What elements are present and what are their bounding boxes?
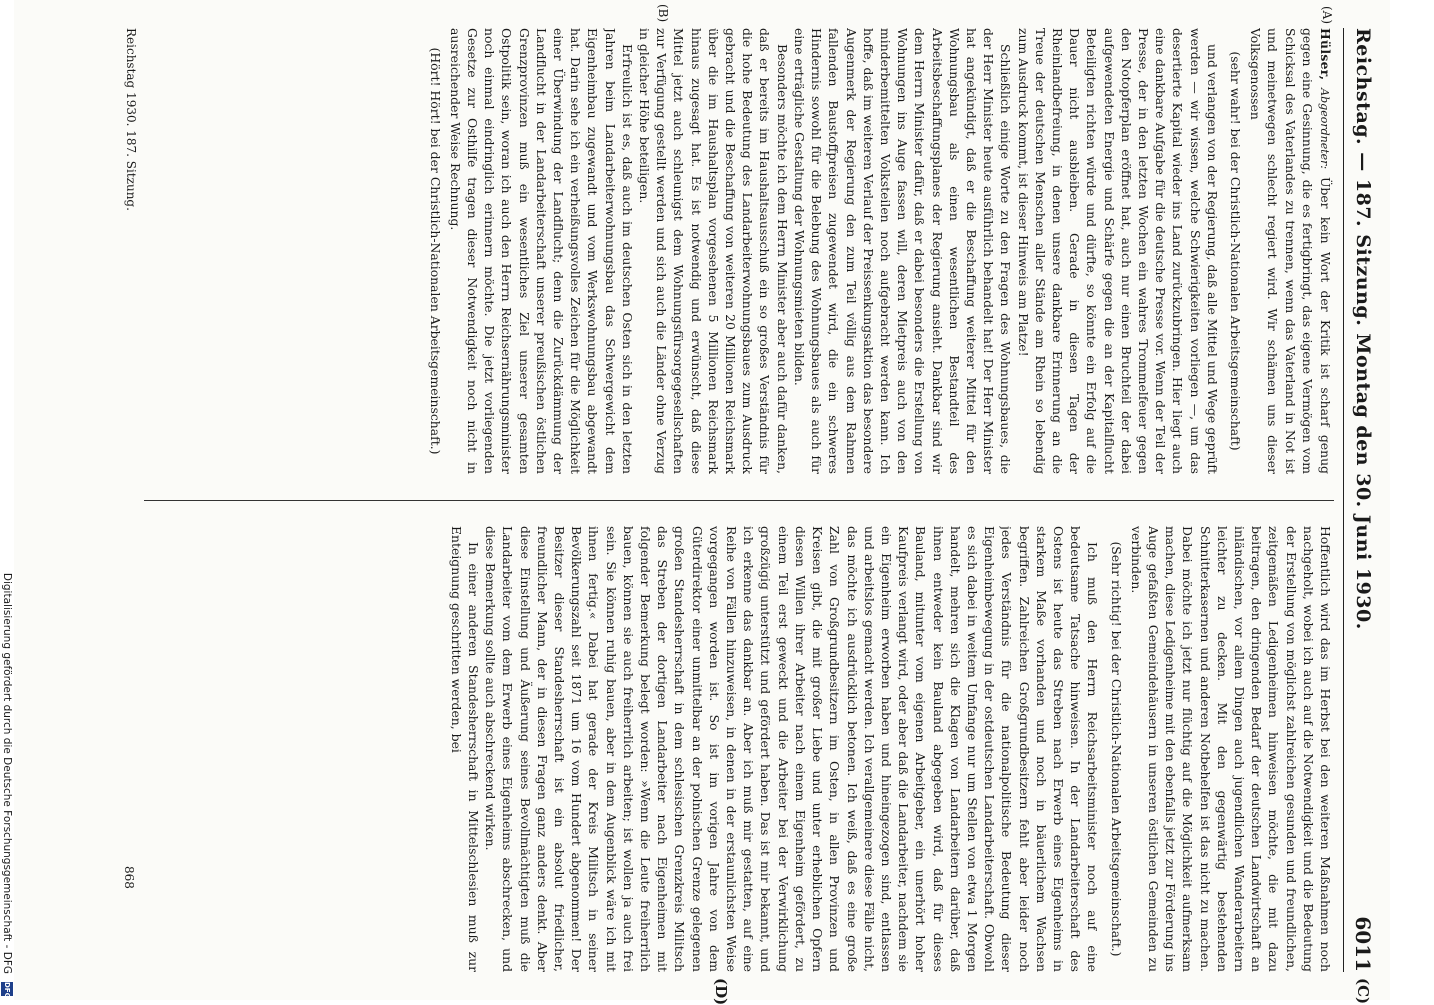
digitization-note [0,0,14,1000]
speech-paragraph [1247,28,1334,474]
right-text-column [144,526,1334,972]
speaker-name: Hülser, [1318,28,1333,81]
interjection-remark: (sehr wahr! bei der Christlich-Nationalen Arbeitsgemeinschaft) [1227,51,1243,451]
left-text-column [144,28,1334,474]
speech-paragraph: Schließlich einige Worte zu den Fragen des Wohnungsbaues, die der Herr Minister heute ausführlich behandelt hat! Der Herr Minister hat angekündigt, daß er die Beschaffung weiterer Mittel für den Wohnungsbau als einen wesentlichen Bestandteil des Arbeitsbeschaffungsplanes der Regierung ansieht. Dankbar sind wir dem Herrn Minister dafür, daß er dabei besonders die Erstellung von Wohnungen ins Auge fassen will, deren Mietpreis auch von den minderbemittelten Volksteilen noch aufgebracht werden kann. Ich hoffe, daß im weiteren Verlauf der Preissenkungsaktion das besondere Augenmerk der Regierung den zum Teil völlig aus dem Rahmen fallenden Baustoffpreisen zugewendet wird, die ein schweres Hindernis sowohl für die Belebung des Wohnungsbaues als auch für eine erträgliche Gestaltung der Wohnungsmieten bilden. [791,28,1014,474]
header-rule [1343,28,1344,972]
footer-session: Reichstag 1930. 187. Sitzung. [124,28,138,211]
digitization-text: Digitalisierung gefördert durch die Deutsche Forschungsgemeinschaft - DFG [1,572,13,974]
speech-paragraph: und verlangen von der Regierung, daß alle Mittel und Wege geprüft werden — wir wissen, welche Schwierigkeiten vorliegen —, um das desertierte Kapital wieder ins Land zurückzubringen. Hier liegt auch eine dankbare Aufgabe für die deutsche Presse vor. Wenn der Teil der Presse, der in den letzten Wochen ein wahres Trommelfeuer gegen den Notopferplan eröffnet hat, auch nur einen Bruchteil der dabei aufgewendeten Energie und Schärfe gegen die an der Kapitalflucht Beteiligten richten würde und dürfte, so könnte ein Erfolg auf die Dauer nicht ausbleiben. Gerade in diesen Tagen der Rheinlandbefreiung, in denen unsere dankbare Erinnerung an die Treue der deutschen Menschen aller Stände am Rhein so lebendig zum Ausdruck kommt, ist dieser Hinweis am Platze! [1015,28,1220,474]
speech-paragraph: Ich muß den Herrn Reichsarbeitsminister noch auf eine bedeutsame Tatsache hinweisen. In der Landarbeiterschaft des Ostens ist heute das Streben nach Erwerb eines Eigenheims in starkem Maße vorhanden und noch in bäuerlichem Wachsen begriffen. Zahlreichen Großgrundbesitzern fehlt aber leider noch jedes Verständnis für die nationalpolitische Bedeutung dieser Eigenheimbewegung in der ostdeutschen Landarbeiterschaft. Obwohl es sich dabei in weitem Umfange nur um Stellen von etwa 1 Morgen handelt, mehren sich die Klagen von Landarbeitern darüber, daß ihnen entweder kein Bauland abgegeben wird, daß für dieses Bauland, mitunter vom eigenen Arbeitgeber, ein unerhört hoher Kaufpreis verlangt wird, oder aber daß die Landarbeiter, nachdem sie ein Eigenheim erworben haben und hineingezogen sind, entlassen und arbeitslos gemacht werden. Ich verallgemeinere diese Fälle nicht, das möchte ich ausdrücklich betonen. Ich weiß, daß es eine große Zahl von Großgrundbesitzern im Osten, in allen Provinzen und Kreisen gibt, die mit großer Liebe und unter erheblichen Opfern diesen Willen ihrer Arbeiter nach einem Eigenheim gefördert, zu einem Teil erst geweckt und die Arbeiter bei der Verwirklichung großzügig unterstützt und gefördert haben. Das ist mir bekannt, und ich erkenne das dankbar an. Aber ich muß mir gestatten, auf eine Reihe von Fällen hinzuweisen, in denen in der erstaunlichsten Weise vorgegangen worden ist. So ist im vorigen Jahre von dem Güterdirektor einer unmittelbar an der polnischen Grenze gelegenen großen Standesherrschaft in dem schlesischen Grenzkreis Militsch das Streben der dortigen Landarbeiter nach Eigenheimen mit folgender Bemerkung belegt worden: »Wenn die Leute freiherrlich bauen, können sie auch freiherrlich arbeiten; ist wollen ja auch frei sein. Sie können ruhig bauen, aber in dem Augenblick wäre ich mit ihnen fertig.« Dabei hat gerade der Kreis Militsch in seiner Bevölkerungszahl seit 1871 um 16 vom Hundert abgenommen! Der Besitzer dieser Standesherrschaft ist ein absolut friedlicher, freundlicher Mann, der in diesen Fragen ganz anders denkt. Aber diese Einstellung und Äußerung seines Bevollmächtigten muß die Landarbeiter vom dem Erwerb eines Eigenheims abschrecken, und diese Bemerkung sollte auch abschreckend wirken. [483,526,1101,972]
margin-marker-d: (D) [712,978,730,1005]
margin-marker-b: (B) [656,4,670,23]
speech-text: Über kein Wort der Kritik ist scharf genug gegen eine Gesinnung, die es fertigbringt, das eigene Vermögen vom Schicksal des Vaterlandes zu trennen, wenn das Vaterland in Not ist und meinetwegen schlecht regiert wird. Wir schämen uns dieser Volksgenossen [1248,28,1333,474]
dfg-logo-icon: DFG [3,982,11,999]
page-number: 6011 [1351,916,1375,972]
interjection-remark: (Sehr richtig! bei der Christlich-Nationalen Arbeitsgemeinschaft.) [1108,541,1124,957]
margin-marker-c: (C) [1354,978,1372,1005]
speech-paragraph: Erfreulich ist es, daß auch im deutschen Osten sich in den letzten Jahren beim Landarbeiterwohnungsbau das Schwergewicht dem Eigenheimbau zugewandt und vom Werkswohnungsbau abgewandt hat. Darin sehe ich ein verheißungsvolles Zeichen für die Möglichkeit einer Überwindung der Landflucht; denn die Zurückdämmung der Landflucht in der Landarbeiterschaft unserer preußischen östlichen Grenzprovinzen muß ein wesentliches Ziel unserer gesamten Ostpolitik sein, woran ich auch den Herrn Reichsernährungsminister noch einmal eindringlich erinnern möchte. Die jetzt vorliegenden Gesetze zur Osthilfe tragen dieser Notwendigkeit noch nicht in ausreichender Weise Rechnung. [447,28,635,474]
footer-page-number: 868 [122,866,136,889]
page-title: Reichstag. — 187. Sitzung. Montag den 30. Juni 1930. [1352,28,1374,630]
speech-paragraph: In einer anderen Standesherrschaft in Mittelschlesien muß zur Enteignung geschritten werden, bei [448,526,482,972]
speech-paragraph: Besonders möchte ich dem Herrn Minister aber auch dafür danken, daß er bereits im Haushaltsausschuß ein so großes Verständnis für die hohe Bedeutung des Landarbeiterwohnungsbaues zum Ausdruck gebracht und die Beschaffung von weiteren 20 Millionen Reichsmark über die im Haushaltsplan vorgesehenen 5 Millionen Reichsmark hinaus zugesagt hat. Es ist notwendig und erwünscht, daß diese Mittel jetzt auch schleunigst dem Wohnungsfürsorgegesellschaften zur Verfügung gestellt werden und sich auch die Länder ohne Verzug in gleicher Höhe beteiligen. [637,28,790,474]
speaker-role: Abgeordneter: [1318,80,1331,177]
margin-marker-a: (A) [1320,6,1334,25]
page-header [1346,28,1380,972]
interjection-remark: (Hört! Hört! bei der Christlich-Nationalen Arbeitsgemeinschaft.) [427,47,443,455]
column-divider [144,500,1334,501]
speech-paragraph: Hoffentlich wird das im Herbst bei den weiteren Maßnahmen noch nachgeholt, wobei ich auch auf die Notwendigkeit und die Bedeutung der Erstellung von möglichst zahlreichen gesunden und freundlichen, zeitgemäßen Ledigenheimen hinweisen möchte, die mit dazu beitragen, den dringenden Bedarf der deutschen Landwirtschaft an inländischen, vor allem Dingen auch jugendlichen Wanderarbeitern leichter zu decken. Mit den gegenwärtig bestehenden Schnitterkasernen und anderen Notbehelfen ist das nicht zu machen. Dabei möchte ich jetzt nur flüchtig auf die Möglichkeit aufmerksam machen, diese Ledigenheime mit den ebenfalls jetzt zur Förderung ins Auge gefaßten Gemeindehäusern in unseren östlichen Gemeinden zu verbinden. [1128,526,1333,972]
